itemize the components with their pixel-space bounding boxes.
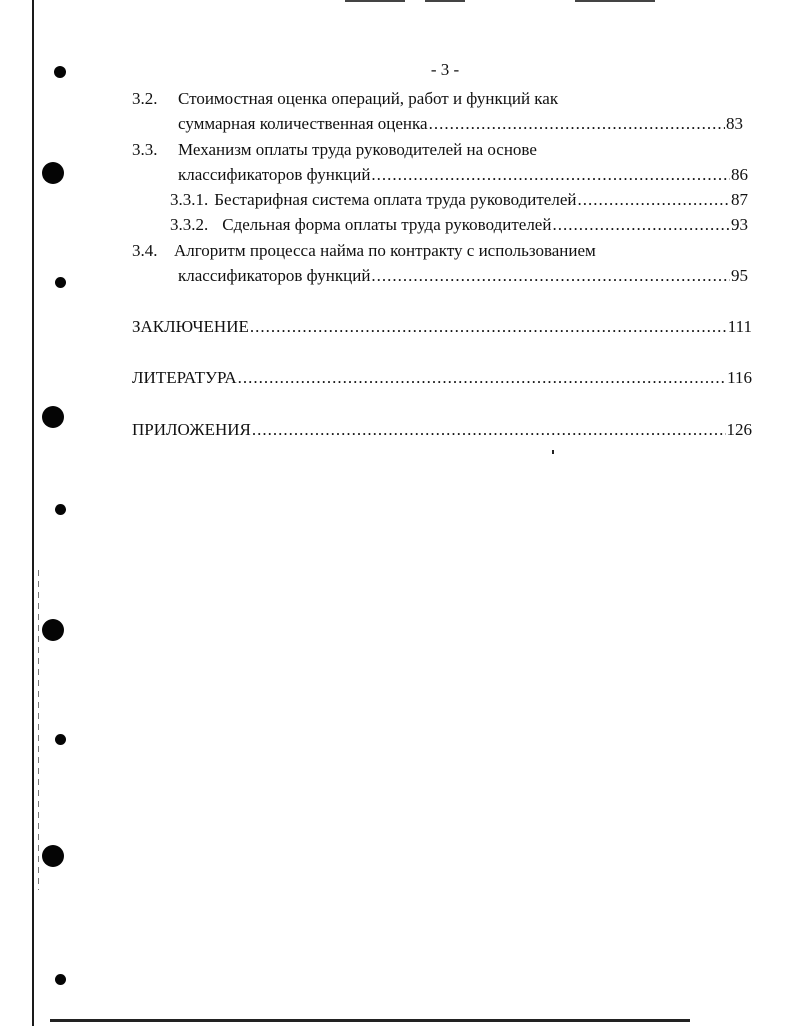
toc-entry-3-3-line2 [178, 164, 748, 186]
toc-leader-dots [371, 164, 730, 186]
scan-top-mark [425, 0, 465, 2]
toc-entry-number: 3.3. [132, 140, 158, 159]
toc-entry-title-cont: классификаторов функций [178, 165, 371, 184]
toc-entry-title: ПРИЛОЖЕНИЯ [132, 420, 251, 439]
toc-entry-title: ЛИТЕРАТУРА [132, 368, 237, 387]
punch-hole [55, 504, 66, 515]
toc-entry-conclusion [132, 316, 752, 338]
punch-hole [55, 277, 66, 288]
toc-page-number: 116 [727, 368, 752, 387]
scan-speck [552, 450, 554, 454]
toc-leader-dots [252, 419, 726, 441]
scan-top-mark [345, 0, 405, 2]
toc-entry-3-3-2 [170, 214, 748, 236]
toc-leader-dots [577, 189, 730, 211]
punch-hole [55, 974, 66, 985]
page-number: - 3 - [430, 60, 460, 79]
punch-hole [54, 66, 66, 78]
toc-entry-title: Сдельная форма оплаты труда руководителей [222, 215, 552, 234]
toc-page-number: 83 [726, 114, 743, 133]
toc-leader-dots [250, 316, 727, 338]
toc-leader-dots [552, 214, 730, 236]
toc-entry-3-4-line2 [178, 265, 748, 287]
toc-entry-3-4-line1 [132, 240, 596, 262]
toc-entry-title-cont: суммарная количественная оценка [178, 114, 428, 133]
toc-page-number: 95 [731, 266, 748, 285]
punch-hole [55, 734, 66, 745]
toc-entry-number: 3.3.1. [170, 190, 209, 209]
toc-entry-3-3-line1 [132, 139, 537, 161]
scan-left-edge [32, 0, 34, 1026]
toc-entry-title: Механизм оплаты труда руководителей на основе [178, 140, 537, 159]
scan-bottom-edge [50, 1019, 690, 1022]
toc-entry-3-2-line2 [178, 113, 743, 135]
toc-entry-number: 3.4. [132, 241, 158, 260]
toc-leader-dots [371, 265, 730, 287]
toc-entry-title: Бестарифная система оплата труда руководителей [214, 190, 577, 209]
punch-hole [42, 619, 64, 641]
toc-leader-dots [238, 367, 727, 389]
toc-page-number: 93 [731, 215, 748, 234]
toc-entry-appendices [132, 419, 752, 441]
toc-entry-title: Алгоритм процесса найма по контракту с использованием [174, 241, 596, 260]
toc-entry-3-3-1 [170, 189, 748, 211]
toc-entry-number: 3.2. [132, 89, 158, 108]
toc-page-number: 111 [727, 317, 752, 336]
toc-entry-number: 3.3.2. [170, 215, 209, 234]
toc-entry-title: ЗАКЛЮЧЕНИЕ [132, 317, 249, 336]
toc-entry-title-cont: классификаторов функций [178, 266, 371, 285]
toc-page-number: 87 [731, 190, 748, 209]
toc-page-number: 126 [726, 420, 752, 439]
toc-leader-dots [429, 113, 725, 135]
scan-edge-noise [38, 570, 39, 890]
toc-page-number: 86 [731, 165, 748, 184]
toc-entry-literature [132, 367, 752, 389]
toc-entry-title: Стоимостная оценка операций, работ и функций как [178, 89, 559, 108]
scan-top-mark [575, 0, 655, 2]
toc-entry-3-2-line1 [132, 88, 558, 110]
punch-hole [42, 406, 64, 428]
punch-hole [42, 162, 64, 184]
punch-hole [42, 845, 64, 867]
